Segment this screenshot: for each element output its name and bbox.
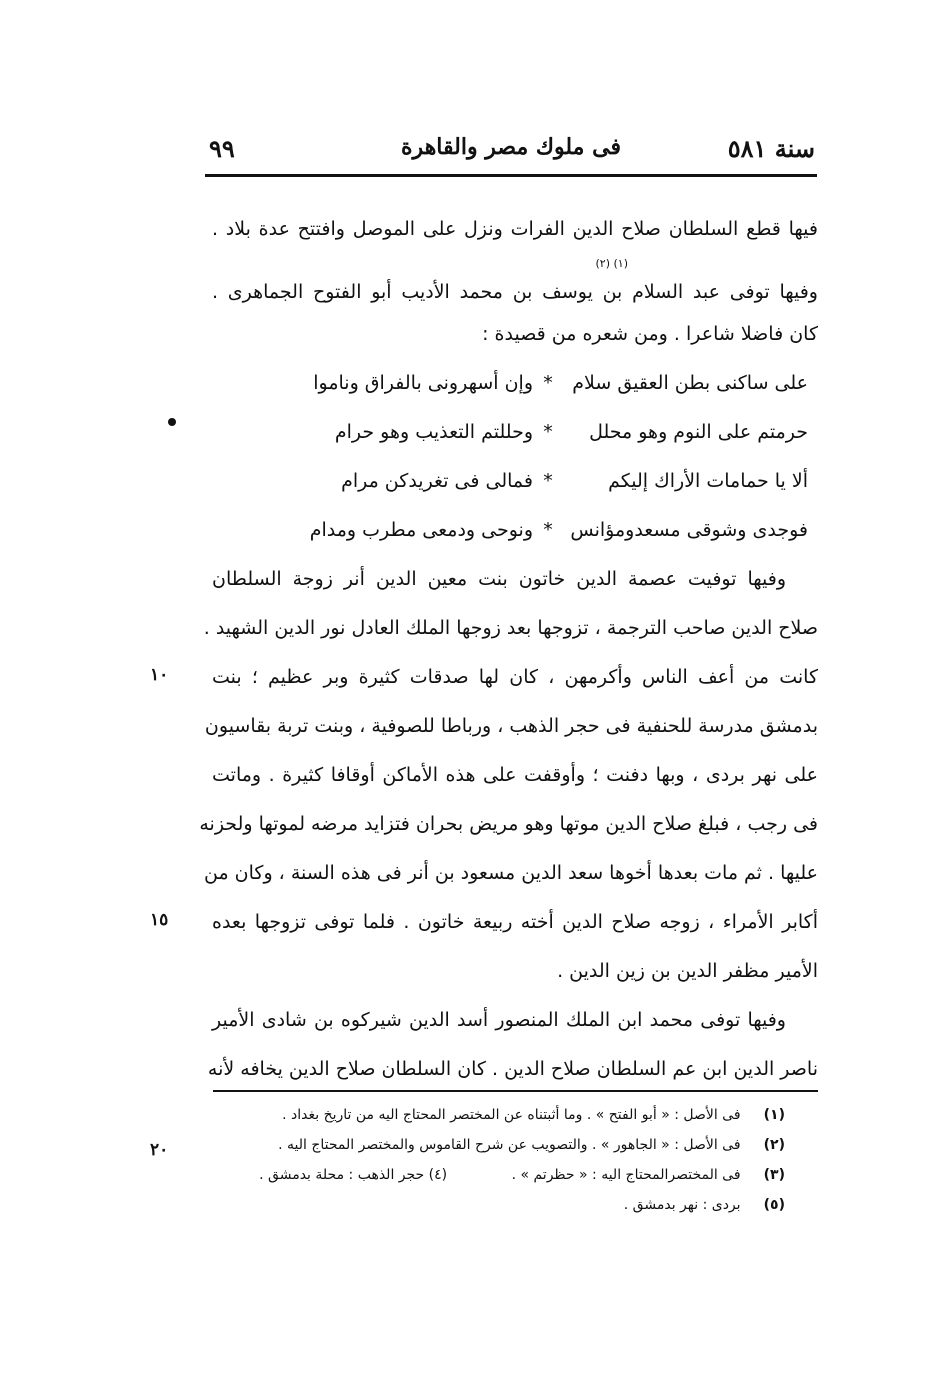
poem-verse	[288, 359, 808, 408]
year-heading: سنة ٥٨١	[727, 134, 815, 163]
margin-dot	[168, 418, 176, 426]
verse-separator: *	[543, 470, 553, 492]
text-line: عليها . ثم مات بعدها أخوها سعد الدين مسعود بن أنر فى هذه السنة ، وكان من	[203, 862, 818, 884]
header-rule	[205, 174, 817, 177]
text-line: كانت من أعف الناس وأكرمهن ، كان لها صدقات كثيرة وبر عظيم ؛ بنت	[212, 666, 818, 688]
footnote-text: فى المختصرالمحتاج اليه : « حظرتم » .	[511, 1167, 741, 1183]
main-text	[199, 205, 818, 1094]
text-line: بدمشق مدرسة للحنفية فى حجر الذهب ، ورباطا للصوفية ، وبنت تربة بقاسيون	[204, 715, 818, 737]
verse-second-hemistich: وحللتم التعذيب وهو حرام	[334, 421, 533, 443]
line-number-marker: ٢٠	[150, 1140, 169, 1160]
footnote	[225, 1130, 785, 1160]
footnote-text: فى الأصل : « أبو الفتح » . وما أثبتناه عن المختصر المحتاج اليه من تاريخ بغداد .	[282, 1107, 741, 1123]
page-number: ٩٩	[209, 134, 235, 163]
verse-first-hemistich: ألا يا حمامات الأراك إليكم	[608, 470, 808, 492]
footnote-number: (٢)	[763, 1137, 785, 1153]
footnote-number: (٣)	[763, 1167, 785, 1183]
text-line: على نهر بردى ، وبها دفنت ؛ وأوقفت على هذه الأماكن أوقافا كثيرة . وماتت	[212, 764, 818, 786]
running-header	[205, 128, 817, 172]
line-number-marker: ١٥	[150, 910, 169, 930]
verse-second-hemistich: فمالى فى تغريدكن مرام	[341, 470, 533, 492]
footnote	[225, 1190, 785, 1220]
footnote-text: بردى : نهر بدمشق .	[623, 1197, 741, 1213]
footnote-number: (٥)	[763, 1197, 785, 1213]
text-line: الأمير مظفر الدين بن زين الدين .	[557, 960, 818, 982]
text-line: فى رجب ، فبلغ صلاح الدين موتها وهو مريض بحران فتزايد مرضه لموتها ولحزنه	[199, 813, 818, 835]
footnote	[225, 1100, 785, 1130]
footnote-number: (١)	[763, 1107, 785, 1123]
verse-second-hemistich: ونوحى ودمعى مطرب ومدام	[309, 519, 533, 541]
text-line: ناصر الدين ابن عم السلطان صلاح الدين . كان السلطان صلاح الدين يخافه لأنه	[207, 1058, 818, 1080]
running-title: فى ملوك مصر والقاهرة	[401, 134, 621, 160]
verse-separator: *	[543, 372, 553, 394]
text-line: وفيها توفى عبد السلام بن يوسف بن محمد الأديب أبو الفتوح الجماهرى .	[212, 281, 818, 303]
verse-first-hemistich: فوجدى وشوقى مسعدومؤانس	[570, 519, 808, 541]
text-line: أكابر الأمراء ، زوجه صلاح الدين أخته ربيعة خاتون . فلما توفى تزوجها بعده	[212, 911, 818, 933]
poem-verse	[288, 408, 808, 457]
verse-first-hemistich: حرمتم على النوم وهو محلل	[589, 421, 808, 443]
poem-verse	[288, 506, 808, 555]
footnote-reference-marks: (١) (٢)	[595, 257, 628, 270]
verse-second-hemistich: وإن أسهرونى بالفراق وناموا	[313, 372, 533, 394]
footnote-rule	[213, 1090, 818, 1092]
footnotes	[225, 1100, 785, 1220]
verse-first-hemistich: على ساكنى بطن العقيق سلام	[572, 372, 808, 394]
poem-verse	[288, 457, 808, 506]
verse-separator: *	[543, 421, 553, 443]
text-line: وفيها توفيت عصمة الدين خاتون بنت معين الدين أنر زوجة السلطان	[212, 568, 786, 590]
footnote-number: (٤)	[428, 1167, 448, 1183]
text-line: وفيها توفى محمد ابن الملك المنصور أسد الدين شيركوه بن شادى الأمير	[212, 1009, 786, 1031]
verse-separator: *	[543, 519, 553, 541]
line-number-marker: ١٠	[150, 665, 169, 685]
text-line: كان فاضلا شاعرا . ومن شعره من قصيدة :	[482, 323, 818, 345]
footnote-text: حجر الذهب : محلة بدمشق .	[259, 1167, 425, 1183]
text-line: فيها قطع السلطان صلاح الدين الفرات ونزل على الموصل وافتتح عدة بلاد .	[212, 218, 818, 240]
footnote-text: فى الأصل : « الجاهور » . والتصويب عن شرح القاموس والمختصر المحتاج اليه .	[278, 1137, 741, 1153]
text-line: صلاح الدين صاحب الترجمة ، تزوجها بعد زوجها الملك العادل نور الدين الشهيد .	[203, 617, 818, 639]
footnote	[225, 1160, 785, 1190]
